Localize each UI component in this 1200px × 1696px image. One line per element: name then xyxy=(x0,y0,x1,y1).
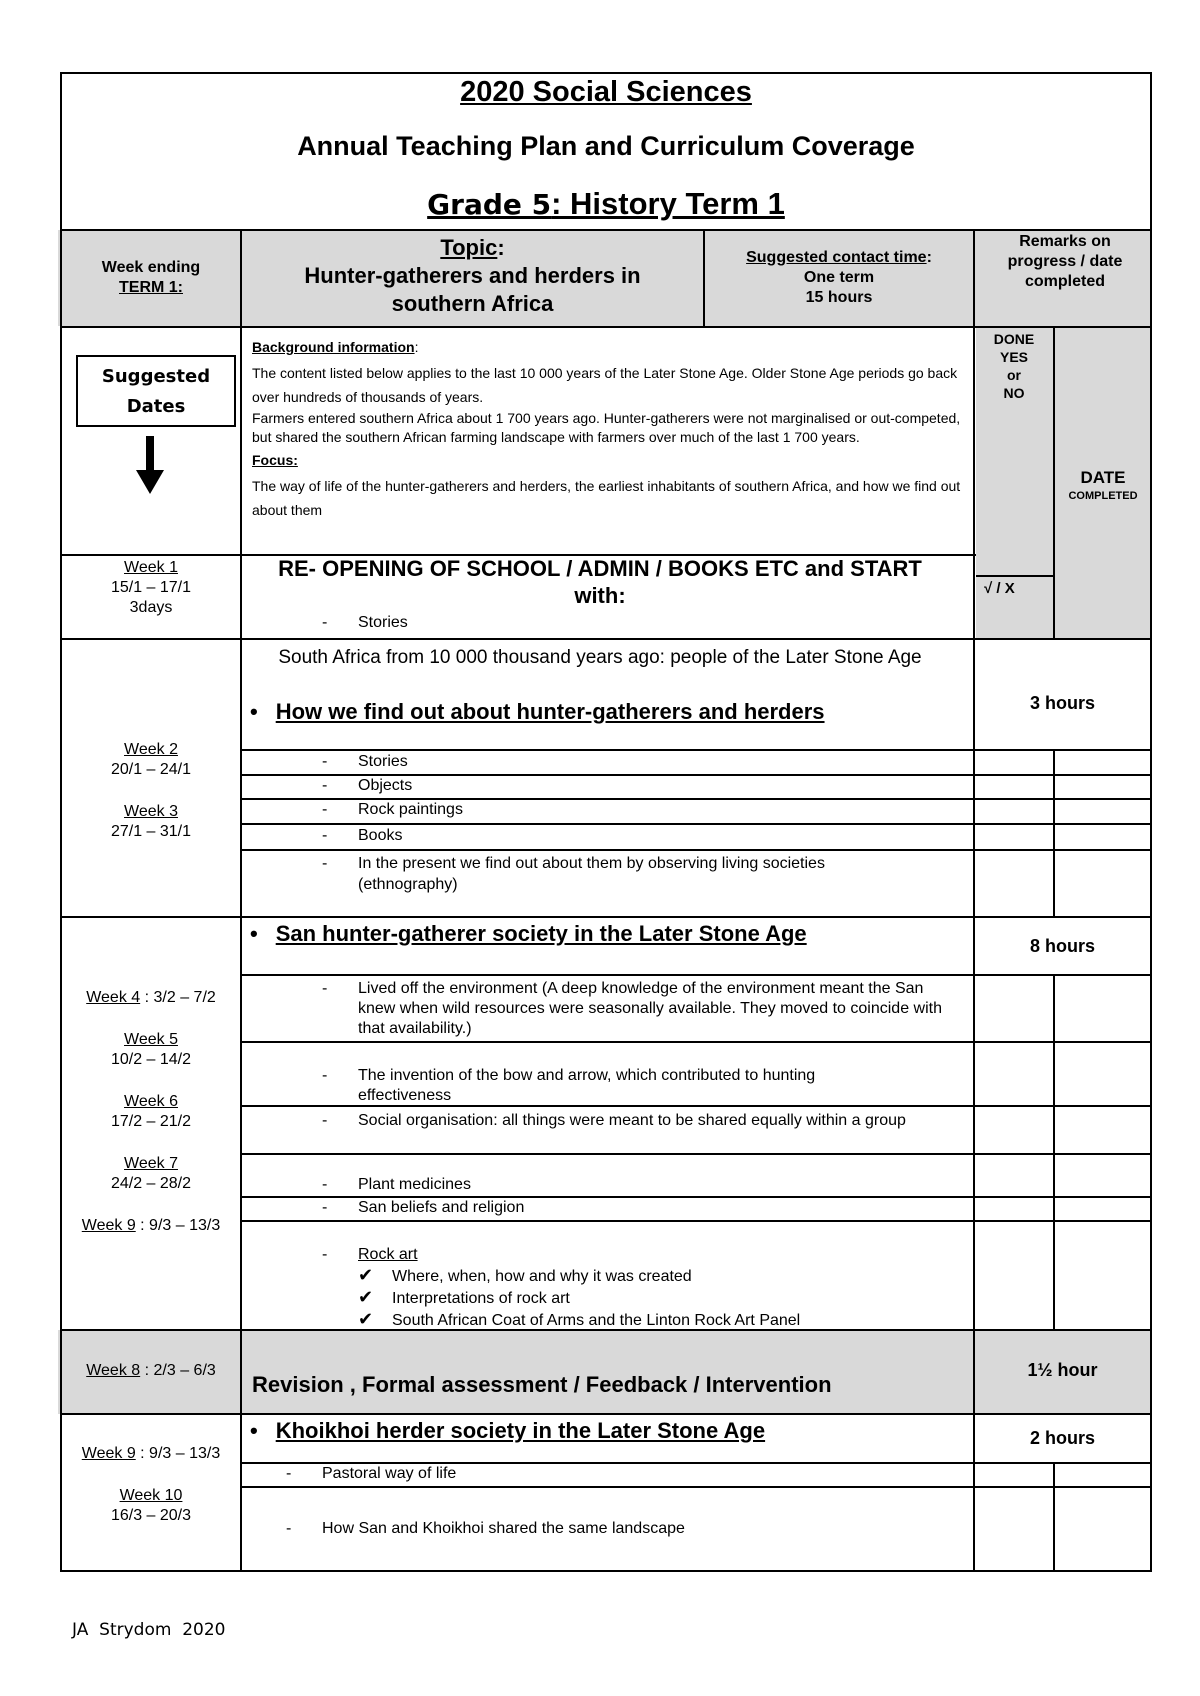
arrow-down-icon xyxy=(135,436,165,496)
sec3-heading: • San hunter-gatherer society in the Later Stone Age xyxy=(250,921,807,946)
sec3-rock-art: - Rock art ✔ Where, when, how and why it was created ✔ Interpretations of rock art ✔ South African Coat of Arms and the Linton Rock Art Panel xyxy=(322,1246,801,1329)
sec2-item-5: - In the present we find out about them by observing living societies (ethnography) xyxy=(322,855,825,893)
sec3-hours: 8 hours xyxy=(1029,936,1095,956)
sec3-item-2: - The invention of the bow and arrow, which contributed to hunting effectiveness xyxy=(322,1067,816,1104)
check-icon: ✔ xyxy=(358,1265,374,1285)
background-info: Background information: The content listed below applies to the last 10 000 years of the Later Stone Age. Older Stone Age periods go back over hundreds of thousands of years. Farmers entered southern Africa about 1 700 years ago. Hunter-gatherers were not marginalised or out-competed, but shared the southern African farming landscape with farmers over much of the last 1 700 years. Focus: The way of life of the hunter-gatherers and herders, the earliest inhabitants of southern Africa, and how we find out about them xyxy=(252,339,961,518)
check-icon: ✔ xyxy=(358,1309,374,1329)
sec2-heading: • How we find out about hunter-gatherers and herders xyxy=(250,699,825,724)
sec2-intro: South Africa from 10 000 thousand years ago: people of the Later Stone Age xyxy=(278,647,922,668)
sec2-item-1: - Stories xyxy=(322,753,408,770)
grade-heading xyxy=(62,186,1150,222)
sec3-item-1: - Lived off the environment (A deep knowledge of the environment meant the San knew when wild resources were seasonally available. They moved to coincide with that availability.) xyxy=(322,980,942,1037)
sec5-hours: 2 hours xyxy=(1029,1428,1095,1448)
grade-prefix: Grade 5 xyxy=(427,188,552,221)
sec2-item-4: - Books xyxy=(322,827,403,844)
sec3-item-4: - Plant medicines xyxy=(322,1176,471,1193)
tick-cross-label: √ / X xyxy=(984,580,1015,597)
date-completed: DATE COMPLETED xyxy=(1068,468,1138,502)
suggested-dates-box: Suggested Dates xyxy=(76,355,236,427)
week1-heading: RE- OPENING OF SCHOOL / ADMIN / BOOKS ETC and START with: xyxy=(278,556,922,608)
sec5-heading: • Khoikhoi herder society in the Later Stone Age xyxy=(250,1418,766,1443)
doc-title: 2020 Social Sciences xyxy=(460,76,752,108)
footer-author: JA Strydom 2020 xyxy=(72,1620,226,1640)
week1-dates: Week 1 15/1 – 17/1 3days xyxy=(110,559,192,616)
done-yes-no: DONE YES or NO xyxy=(993,331,1035,401)
revision-hours: 1½ hour xyxy=(1027,1360,1098,1380)
sec2-hours: 3 hours xyxy=(1029,693,1095,713)
sec5-item-2: - How San and Khoikhoi shared the same landscape xyxy=(286,1520,685,1537)
revision-week: Week 8 : 2/3 – 6/3 xyxy=(86,1362,216,1379)
check-icon: ✔ xyxy=(358,1287,374,1307)
sec5-item-1: - Pastoral way of life xyxy=(286,1465,457,1482)
topic-header: Topic: Hunter-gatherers and herders in southern Africa xyxy=(304,235,641,316)
week-ending-header: Week ending TERM 1: xyxy=(101,259,201,296)
doc-subtitle: Annual Teaching Plan and Curriculum Coverage xyxy=(297,131,915,161)
remarks-header: Remarks on progress / date completed xyxy=(1007,233,1123,290)
sec3-weeks: Week 4 : 3/2 – 7/2 Week 5 10/2 – 14/2 Week 6 17/2 – 21/2 Week 7 24/2 – 28/2 Week 9 : 9/3 – 13/3 xyxy=(81,989,221,1234)
sec2-item-3: - Rock paintings xyxy=(322,801,463,818)
revision-text: Revision , Formal assessment / Feedback / Intervention xyxy=(252,1372,832,1397)
sec2-weeks: Week 2 20/1 – 24/1 Week 3 27/1 – 31/1 xyxy=(110,741,192,840)
contact-time-header: Suggested contact time: One term 15 hours xyxy=(746,249,932,306)
week1-item: - Stories xyxy=(322,614,408,631)
grade-rest: : History Term 1 xyxy=(551,186,785,221)
sec5-weeks: Week 9 : 9/3 – 13/3 Week 10 16/3 – 20/3 xyxy=(81,1445,221,1524)
sec3-item-3: - Social organisation: all things were meant to be shared equally within a group xyxy=(322,1112,906,1129)
sec2-item-2: - Objects xyxy=(322,777,413,794)
sec3-item-5: - San beliefs and religion xyxy=(322,1199,525,1216)
